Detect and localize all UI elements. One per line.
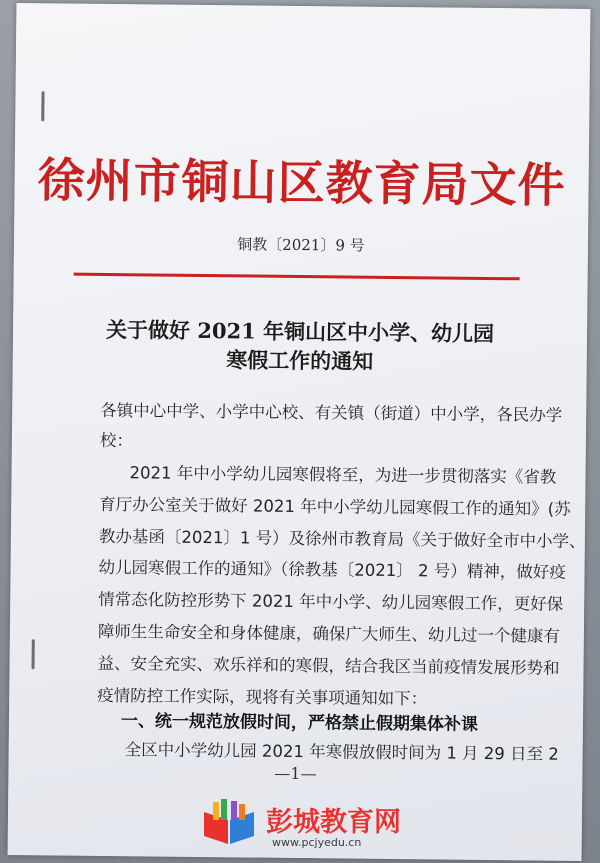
notice-title-line-1: 关于做好 2021 年铜山区中小学、幼儿园 (105, 316, 495, 347)
body-line: 2021 年中小学幼儿园寒假将至，为进一步贯彻落实《省教 (129, 463, 557, 487)
body-line: 幼儿园寒假工作的通知》（徐教基〔2021〕 2 号）精神，做好疫 (98, 557, 566, 582)
staple-bottom (32, 639, 35, 669)
notice-title-line-2: 寒假工作的通知 (226, 347, 374, 374)
watermark-site-name: 彭城教育网 (266, 807, 401, 838)
body-line: 疫情防控工作实际，现将有关事项通知如下： (97, 685, 428, 709)
body-line: 校： (99, 430, 133, 451)
body-line: 情常态化防控形势下 2021 年中小学、幼儿园寒假工作，更好保 (98, 589, 564, 614)
body-line: 益、安全充实、欢乐祥和的寒假，结合我区当前疫情发展形势和 (97, 653, 560, 678)
document-page (8, 3, 591, 861)
section-first-line: 全区中小学幼儿园 2021 年寒假放假时间为 1 月 29 日至 2 (124, 740, 559, 764)
site-watermark (200, 798, 415, 854)
body-line: 育厅办公室关于做好 2021 年中小学幼儿园寒假工作的通知》(苏 (99, 494, 571, 519)
watermark-site-url: www.pcjyedu.cn (272, 836, 362, 849)
body-line: 障师生生命安全和身体健康，确保广大师生、幼儿过一个健康有 (97, 621, 560, 646)
book-logo-icon (200, 798, 258, 846)
red-divider-line (74, 273, 520, 281)
body-line: 教办基函〔2021〕1 号）及徐州市教育局《关于做好全市中小学、 (98, 526, 586, 552)
page-number: —1— (274, 763, 317, 784)
section-heading: 一、统一规范放假时间，严格禁止假期集体补课 (120, 711, 479, 735)
document-number: 铜教〔2021〕9 号 (237, 235, 365, 255)
issuer-title: 徐州市铜山区教育局文件 (37, 153, 566, 214)
body-line: 各镇中心中学、小学中心校、有关镇（街道）中小学，各民办学 (100, 400, 563, 425)
staple-top (41, 91, 44, 121)
